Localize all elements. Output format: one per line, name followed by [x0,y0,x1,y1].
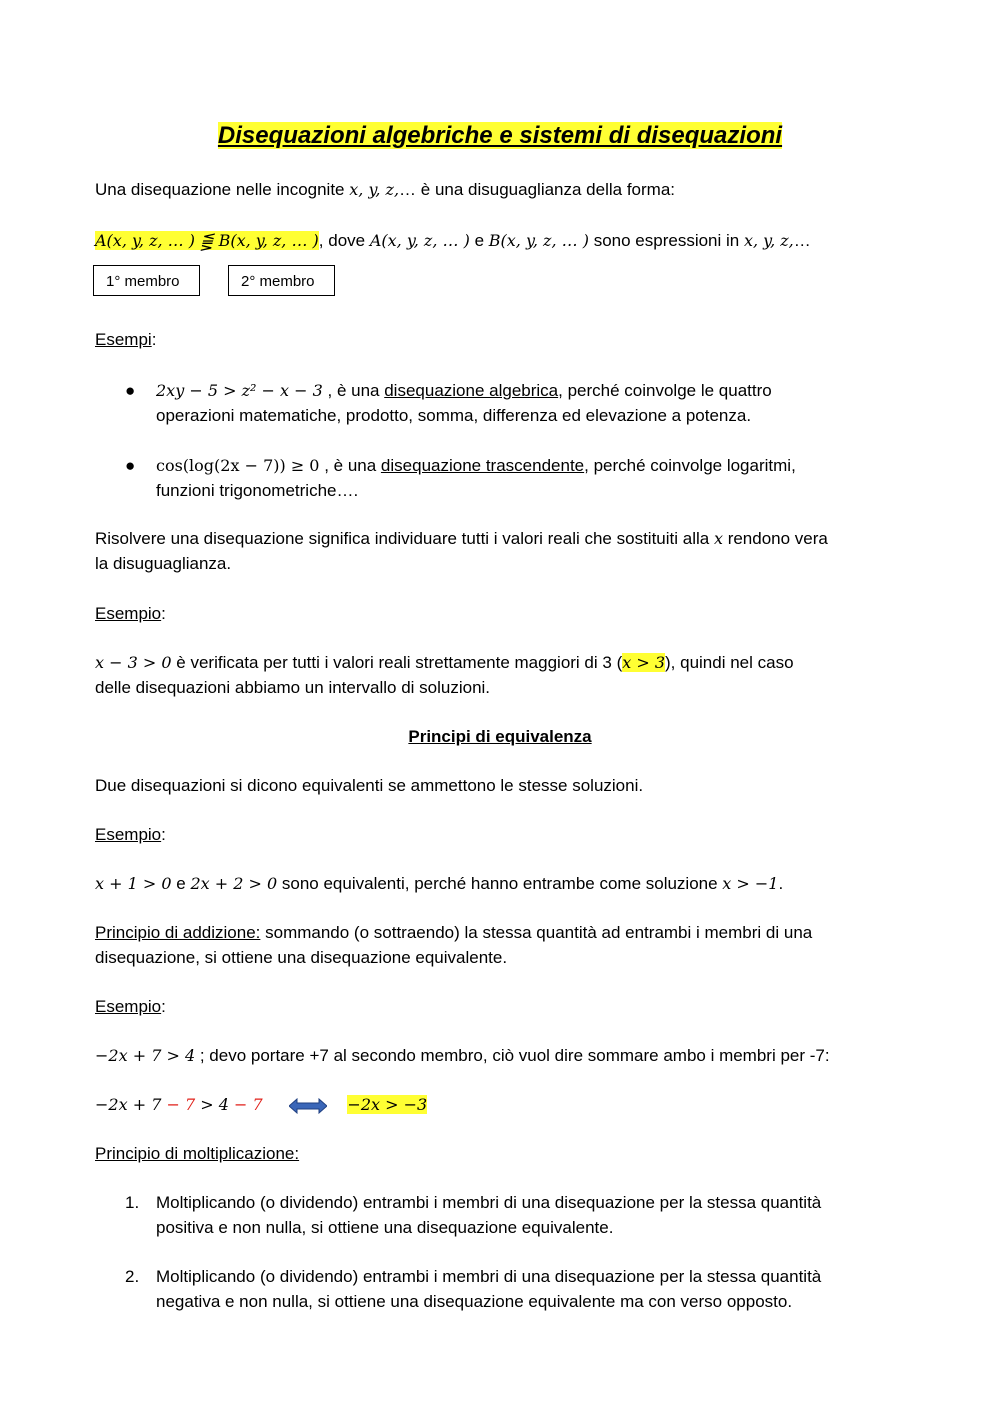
formula-vars: x, y, z, [743,231,794,250]
example2-period: . [778,874,784,893]
algebraic-term: disequazione algebrica [384,381,559,400]
step-right: > 4 [195,1095,229,1114]
example-label: Esempio [95,825,162,844]
example-heading [95,601,166,626]
bullet-text: , è una [319,456,381,475]
bullet-text: , è una [322,381,385,400]
equivalent-definition: Due disequazioni si dicono equivalenti se ammettono le stesse soluzioni. [95,776,644,795]
example1-paragraph [95,650,905,700]
example3-math: −2x + 7 > 4 [95,1046,196,1065]
formula-text: e [469,231,489,250]
bullet-math: cos(log(2x − 7)) ≥ 0 [156,456,320,475]
list-number: 1. [125,1193,140,1212]
formula-text: sono espressioni in [588,231,744,250]
equivalence-principles-heading [95,724,905,749]
example-label: Esempio [95,604,162,623]
bullet-icon: ● [125,381,136,400]
principles-heading-text: Principi di equivalenza [408,727,592,746]
formula-ellipsis: … [793,231,811,250]
multiplication-label: Principio di moltiplicazione: [95,1144,300,1163]
solve-paragraph [95,526,905,576]
colon: : [161,997,166,1016]
example3-step [95,1092,427,1117]
step-result: −2x > −3 [347,1095,428,1114]
colon: : [151,330,157,349]
addition-text: sommando (o sottraendo) la stessa quantità ad entrambi i membri di una [260,923,813,942]
multiplication-item-negative [156,1264,896,1314]
example1-math: x − 3 > 0 [95,653,172,672]
bullet-item-transcendent [156,453,896,503]
item-line1: Moltiplicando (o dividendo) entrambi i membri di una disequazione per la stessa quantità [156,1193,822,1212]
example2-text: e [171,874,191,893]
addition-principle [95,920,905,970]
example-heading [95,822,166,847]
bullet-item-algebraic [156,378,896,428]
double-arrow-icon [289,1098,327,1114]
solve-text: Risolvere una disequazione significa individuare tutti i valori reali che sostituiti alla [95,529,714,548]
title-text: Disequazioni algebriche e sistemi di disequazioni [217,122,783,149]
example1-text-end: ), quindi nel caso [665,653,794,672]
general-form-formula: A(x, y, z, … ) ⪋ B(x, y, z, … ) [95,231,319,250]
bullet-icon: ● [125,456,136,475]
bullet-text: , perché coinvolge logaritmi, [584,456,796,475]
solve-line2: la disuguaglianza. [95,554,232,573]
item-line2: positiva e non nulla, si ottiene una disequazione equivalente. [156,1218,614,1237]
intro-line [95,177,675,202]
step-minus7-right: − 7 [228,1095,263,1114]
item-line2: negativa e non nulla, si ottiene una disequazione equivalente ma con verso opposto. [156,1292,793,1311]
colon: : [161,825,166,844]
multiplication-item-positive [156,1190,896,1240]
bullet-text: , perché coinvolge le quattro [558,381,772,400]
example2-math3: x > −1 [722,874,779,893]
item-line1: Moltiplicando (o dividendo) entrambi i membri di una disequazione per la stessa quantità [156,1267,822,1286]
multiplication-principle-heading [95,1141,299,1166]
addition-line2: disequazione, si ottiene una disequazione equivalente. [95,948,508,967]
formula-line [95,228,811,253]
example2-text: sono equivalenti, perché hanno entrambe come soluzione [277,874,723,893]
list-number: 2. [125,1267,140,1286]
bullet-line2: operazioni matematiche, prodotto, somma, differenza ed elevazione a potenza. [156,406,752,425]
intro-vars: x, y, z, [349,180,400,199]
formula-text: , dove [318,231,370,250]
transcendent-term: disequazione trascendente [380,456,585,475]
solve-text-end: rendono vera [722,529,828,548]
example2-math1: x + 1 > 0 [95,874,172,893]
page-title [95,120,905,152]
example-heading [95,994,166,1019]
intro-text-end: … è una disuguaglianza della forma: [399,180,675,199]
example1-line2: delle disequazioni abbiamo un intervallo di soluzioni. [95,678,491,697]
examples-label: Esempi [95,330,152,349]
solve-var: x [713,529,723,548]
step-minus7-left: − 7 [161,1095,196,1114]
second-member-box: 2° membro [228,265,335,296]
example1-text: è verificata per tutti i valori reali strettamente maggiori di 3 ( [171,653,623,672]
bullet-line2: funzioni trigonometriche…. [156,481,359,500]
example2-math2: 2x + 2 > 0 [190,874,278,893]
example3-line [95,1043,830,1068]
addition-label: Principio di addizione: [95,923,261,942]
example1-highlight: x > 3 [622,653,666,672]
bullet-math: 2xy − 5 > z² − x − 3 [156,381,323,400]
intro-text: Una disequazione nelle incognite [95,180,350,199]
formula-b: B(x, y, z, … ) [488,231,589,250]
step-left: −2x + 7 [95,1095,162,1114]
first-member-box: 1° membro [93,265,200,296]
example3-text: ; devo portare +7 al secondo membro, ciò vuol dire sommare ambo i membri per -7: [195,1046,830,1065]
formula-a: A(x, y, z, … ) [369,231,470,250]
examples-heading [95,327,156,352]
example-label: Esempio [95,997,162,1016]
example2-line [95,871,783,896]
colon: : [161,604,166,623]
